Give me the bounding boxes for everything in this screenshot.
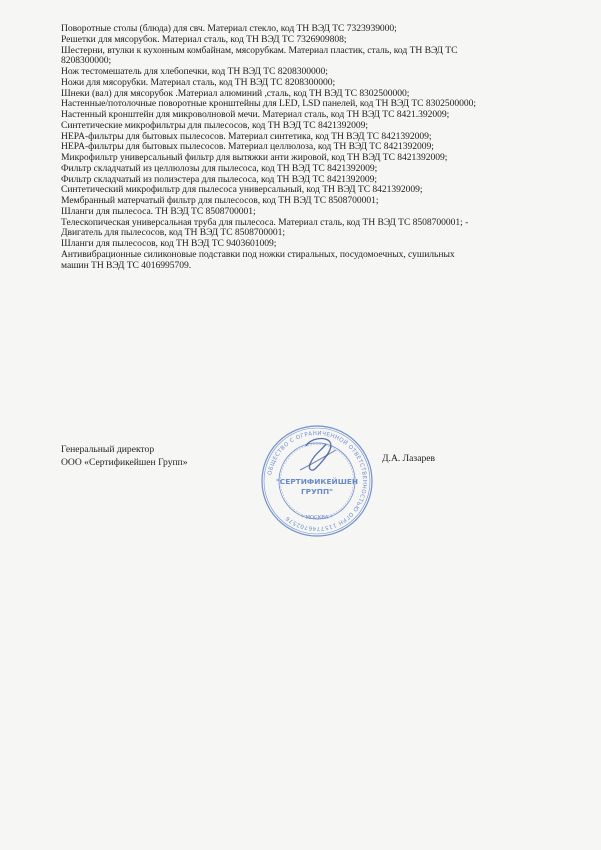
list-line: Настенные/потолочные поворотные кронштейны для LED, LSD панелей, код ТН ВЭД ТС 8302500000; (61, 98, 476, 110)
list-line: Поворотные столы (блюда) для свч. Материал стекло, код ТН ВЭД ТС 7323939000; (61, 23, 397, 34)
signatory-position: Генеральный директор (61, 444, 155, 455)
list-line: Антивибрационные силиконовые подставки под ножки стиральных, посудомоечных, сушильных (61, 248, 455, 260)
list-line: Нож тестомешатель для хлебопечки, код ТН ВЭД ТС 8208300000; (61, 66, 328, 77)
list-line: Двигатель для пылесосов, код ТН ВЭД ТС 8508700001; (61, 227, 286, 239)
list-line: Решетки для мясорубок. Материал сталь, код ТН ВЭД ТС 7326909808; (61, 33, 347, 45)
seal-center-line1: "СЕРТИФИКЕЙШЕН (275, 477, 359, 486)
list-line: Фильтр складчатый из полиэстера для пылесоса, код ТН ВЭД ТС 8421392009; (61, 173, 378, 185)
list-line: Шланги для пылесоса. ТН ВЭД ТС 8508700001; (61, 205, 256, 217)
list-line: машин ТН ВЭД ТС 4016995709. (61, 259, 192, 271)
list-line: Синтетический микрофильтр для пылесоса универсальный, код ТН ВЭД ТС 8421392009; (61, 184, 423, 196)
list-line: Шнеки (вал) для мясорубок .Материал алюминий ,сталь, код ТН ВЭД ТС 8302500000; (61, 87, 410, 99)
seal-center-line2: ГРУПП" (300, 487, 334, 496)
list-line: Микрофильтр универсальный фильтр для вытяжки анти жировой, код ТН ВЭД ТС 8421392009; (61, 152, 448, 163)
list-line: Фильтр складчатый из целлюлозы для пылесоса, код ТН ВЭД ТС 8421392009; (61, 162, 378, 174)
list-line: Шланги для пылесосов, код ТН ВЭД ТС 9403601009; (61, 238, 277, 249)
list-line: Мембранный матерчатый фильтр для пылесосов, код ТН ВЭД ТС 8508700001; (61, 195, 379, 206)
list-line: Шестерни, втулки к кухонным комбайнам, мясорубкам. Материал пластик, сталь, код ТН ВЭД ТС (61, 44, 458, 56)
product-list (61, 24, 576, 271)
list-line: 8208300000; (61, 55, 112, 67)
list-line: HEPA-фильтры для бытовых пылесосов. Материал синтетика, код ТН ВЭД ТС 8421392009; (61, 130, 432, 142)
seal-ring-text: ОБЩЕСТВО С ОГРАНИЧЕННОЙ ОТВЕТСТВЕННОСТЬЮ ОГРН 1157746702576 (267, 430, 368, 532)
list-line: Синтетические микрофильтры для пылесосов, код ТН ВЭД ТС 8421392009; (61, 119, 369, 131)
list-line: Телескопическая универсальная труба для пылесоса. Материал сталь, код ТН ВЭД ТС 8508700001; - (61, 216, 469, 228)
signatory-title (61, 444, 188, 469)
signatory-company: ООО «Сертификейшен Групп» (61, 456, 188, 468)
company-seal (260, 424, 374, 538)
seal-graphic (260, 424, 374, 538)
list-line: Ножи для мясорубки. Материал сталь, код ТН ВЭД ТС 8208300000; (61, 76, 336, 88)
seal-city: * МОСКВА * (301, 515, 333, 521)
signatory-name: Д.А. Лазарев (382, 453, 436, 464)
list-line: HEPA-фильтры для бытовых пылесосов. Материал целлюлоза, код ТН ВЭД ТС 8421392009; (61, 141, 434, 153)
list-line: Настенный кронштейн для микроволновой мечи. Материал сталь, код ТН ВЭД ТС 8421.392009; (61, 109, 450, 120)
